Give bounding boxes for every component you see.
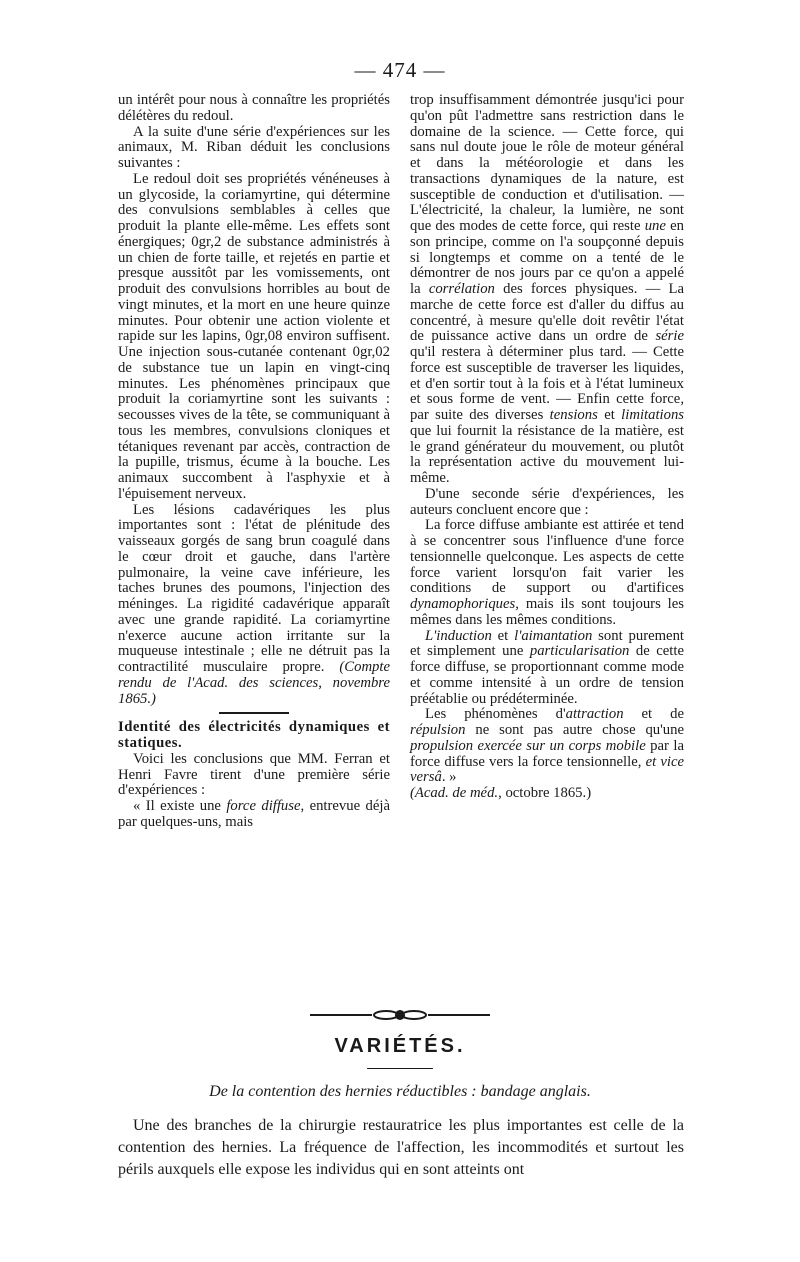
section-body bbox=[118, 1115, 684, 1181]
paragraph bbox=[118, 503, 390, 708]
text-run: par la force diffuse vers la force tensionnelle, bbox=[410, 737, 684, 770]
text-run: et de bbox=[623, 706, 684, 723]
text-run: , entrevue déjà par quelques-uns, mais bbox=[118, 798, 390, 830]
text-run: , octobre 1865.) bbox=[498, 785, 592, 801]
paragraph: Le redoul doit ses propriétés vénéneuses à un glycoside, la coriamyrtine, qui détermine des convulsions semblables à celles que produit la plante elle-même. Les effets sont énergiques; 0gr,2 de substance administrés à un chien de forte taille, et rejetés en partie et presque aussitôt par les vomissements, ont produit des convulsions horribles au bout de vingt minutes, et la mort en une heure quinze minutes. Pour obtenir une action violente et rapide sur les lapins, 0gr,08 environ suffisent. Une injection sous-cutanée contenant 0gr,02 de substance tue un lapin en vingt-cinq minutes. Les phénomènes principaux que produit la coriamyrtine sont les suivants : secousses vives de la tête, se communiquant à tous les membres, convulsions cloniques et tétaniques revenant par accès, contraction de la pupille, trismus, écume à la bouche. Les animaux succombent à l'asphyxie et à l'épuisement nerveux. bbox=[118, 170, 390, 502]
emphasis: force diffuse bbox=[226, 798, 301, 814]
paragraph bbox=[410, 707, 684, 786]
text-run: en son principe, comme on l'a soupçonné depuis si longtemps et comme on a tenté de le démontrer de nos jours par ce qu'on a appelé la bbox=[410, 218, 684, 297]
text-run: La force diffuse ambiante est attirée et tend à se concentrer sous l'influence d'une force tensionnelle quelconque. Les aspects de cette force varient lorsqu'on fait varier les conditions de support ou d'artifices bbox=[410, 517, 684, 597]
emphasis: série bbox=[655, 328, 684, 345]
citation: (Acad. de méd. bbox=[410, 785, 499, 801]
section-heading: Identité des électricités dynamiques et statiques. bbox=[118, 719, 390, 751]
emphasis: et vice versâ bbox=[410, 753, 684, 786]
ornament-divider bbox=[310, 1005, 490, 1025]
page-number: — 474 — bbox=[354, 58, 446, 82]
text-run: qu'il restera à déterminer plus tard. — Cette force est susceptible de traverser les liquides, et d'en sortir tout à la fois et à l'état lumineux et sous forme de vent. — Enfin cette force, par suite des diverses bbox=[410, 344, 684, 423]
text-run: Les phénomènes d' bbox=[425, 706, 566, 723]
emphasis: particularisation bbox=[529, 643, 630, 660]
text-run: « Il existe une bbox=[133, 798, 227, 814]
left-column bbox=[118, 93, 390, 831]
text-run: et bbox=[597, 407, 622, 423]
paragraph bbox=[410, 93, 684, 487]
paragraph: Une des branches de la chirurgie restauratrice les plus importantes est celle de la contention des hernies. La fréquence de l'affection, les incommodités et surtout les périls auxquels elle expose les individus qui en sont atteints ont bbox=[118, 1117, 684, 1178]
text-run: ne sont pas autre chose qu'une bbox=[465, 722, 684, 738]
paragraph: A la suite d'une série d'expériences sur les animaux, M. Riban déduit les conclusions suivantes : bbox=[118, 123, 390, 171]
divider bbox=[219, 712, 289, 714]
paragraph: Voici les conclusions que MM. Ferran et Henri Favre tirent d'une première série d'expériences : bbox=[118, 750, 390, 799]
right-column bbox=[410, 93, 684, 802]
text-run: et bbox=[491, 627, 515, 644]
paragraph-text: Les lésions cadavériques les plus importantes sont : l'état de plénitude des vaisseaux gorgés de sang brun coagulé dans le cœur droit et gauche, dans l'artère pulmonaire, la veine cave inférieure, les taches brunes des poumons, l'injection des méninges. La rigidité cadavérique apparaît avec une grande rapidité. La coriamyrtine n'exerce aucune action irritante sur la muqueuse intestinale ; elle ne détruit pas la contractilité musculaire propre. bbox=[118, 501, 390, 675]
text-run: des forces physiques. — La marche de cette force est d'aller du diffus au concentré, à mesure qu'elle doit revêtir l'état de puissance active dans un ordre de bbox=[410, 281, 684, 345]
paragraph bbox=[410, 518, 684, 628]
emphasis: l'aimantation bbox=[514, 627, 593, 644]
paragraph: D'une seconde série d'expériences, les auteurs concluent encore que : bbox=[410, 485, 684, 518]
paragraph bbox=[118, 799, 390, 831]
emphasis: tensions bbox=[549, 407, 598, 423]
divider bbox=[367, 1068, 433, 1069]
emphasis: répulsion bbox=[410, 722, 466, 738]
section-subtitle: De la contention des hernies réductibles : bandage anglais. bbox=[209, 1083, 591, 1100]
text-run: sont purement et simplement une bbox=[410, 627, 684, 660]
text-run: de cette force diffuse, se proportionnant comme mode et comme intensité à un ordre de tension préétablie ou prédéterminée. bbox=[410, 643, 684, 707]
citation: (Compte rendu de l'Acad. des sciences, novembre 1865.) bbox=[118, 659, 390, 707]
paragraph bbox=[410, 629, 684, 708]
text-run: . » bbox=[441, 769, 457, 786]
section-title: VARIÉTÉS. bbox=[334, 1035, 466, 1057]
text-run: , mais ils sont toujours les mêmes dans les mêmes conditions. bbox=[410, 596, 684, 628]
emphasis: corrélation bbox=[428, 281, 495, 297]
emphasis: dynamophoriques bbox=[410, 596, 516, 612]
paragraph: un intérêt pour nous à connaître les propriétés délétères du redoul. bbox=[118, 92, 390, 124]
emphasis: limitations bbox=[621, 407, 685, 423]
emphasis: une bbox=[644, 218, 666, 234]
emphasis: L'induction bbox=[425, 627, 492, 644]
emphasis: propulsion exercée sur un corps mobile bbox=[410, 737, 646, 754]
paragraph bbox=[410, 786, 684, 802]
text-run: que lui fournit la résistance de la matière, est le grand générateur du mouvement, ou plutôt la représentation active du mouvement lui-même. bbox=[410, 422, 684, 486]
text-run: trop insuffisamment démontrée jusqu'ici pour qu'on pût l'admettre sans restriction dans le domaine de la science. — Cette force, qui sans nul doute joue le rôle de moteur général et dans la météorologie et dans les transactions dynamiques de la nature, est susceptible de conduction et d'utilisation. — L'électricité, la chaleur, la lumière, ne sont que des modes de cette force, qui reste bbox=[410, 92, 684, 234]
emphasis: attraction bbox=[565, 706, 624, 723]
